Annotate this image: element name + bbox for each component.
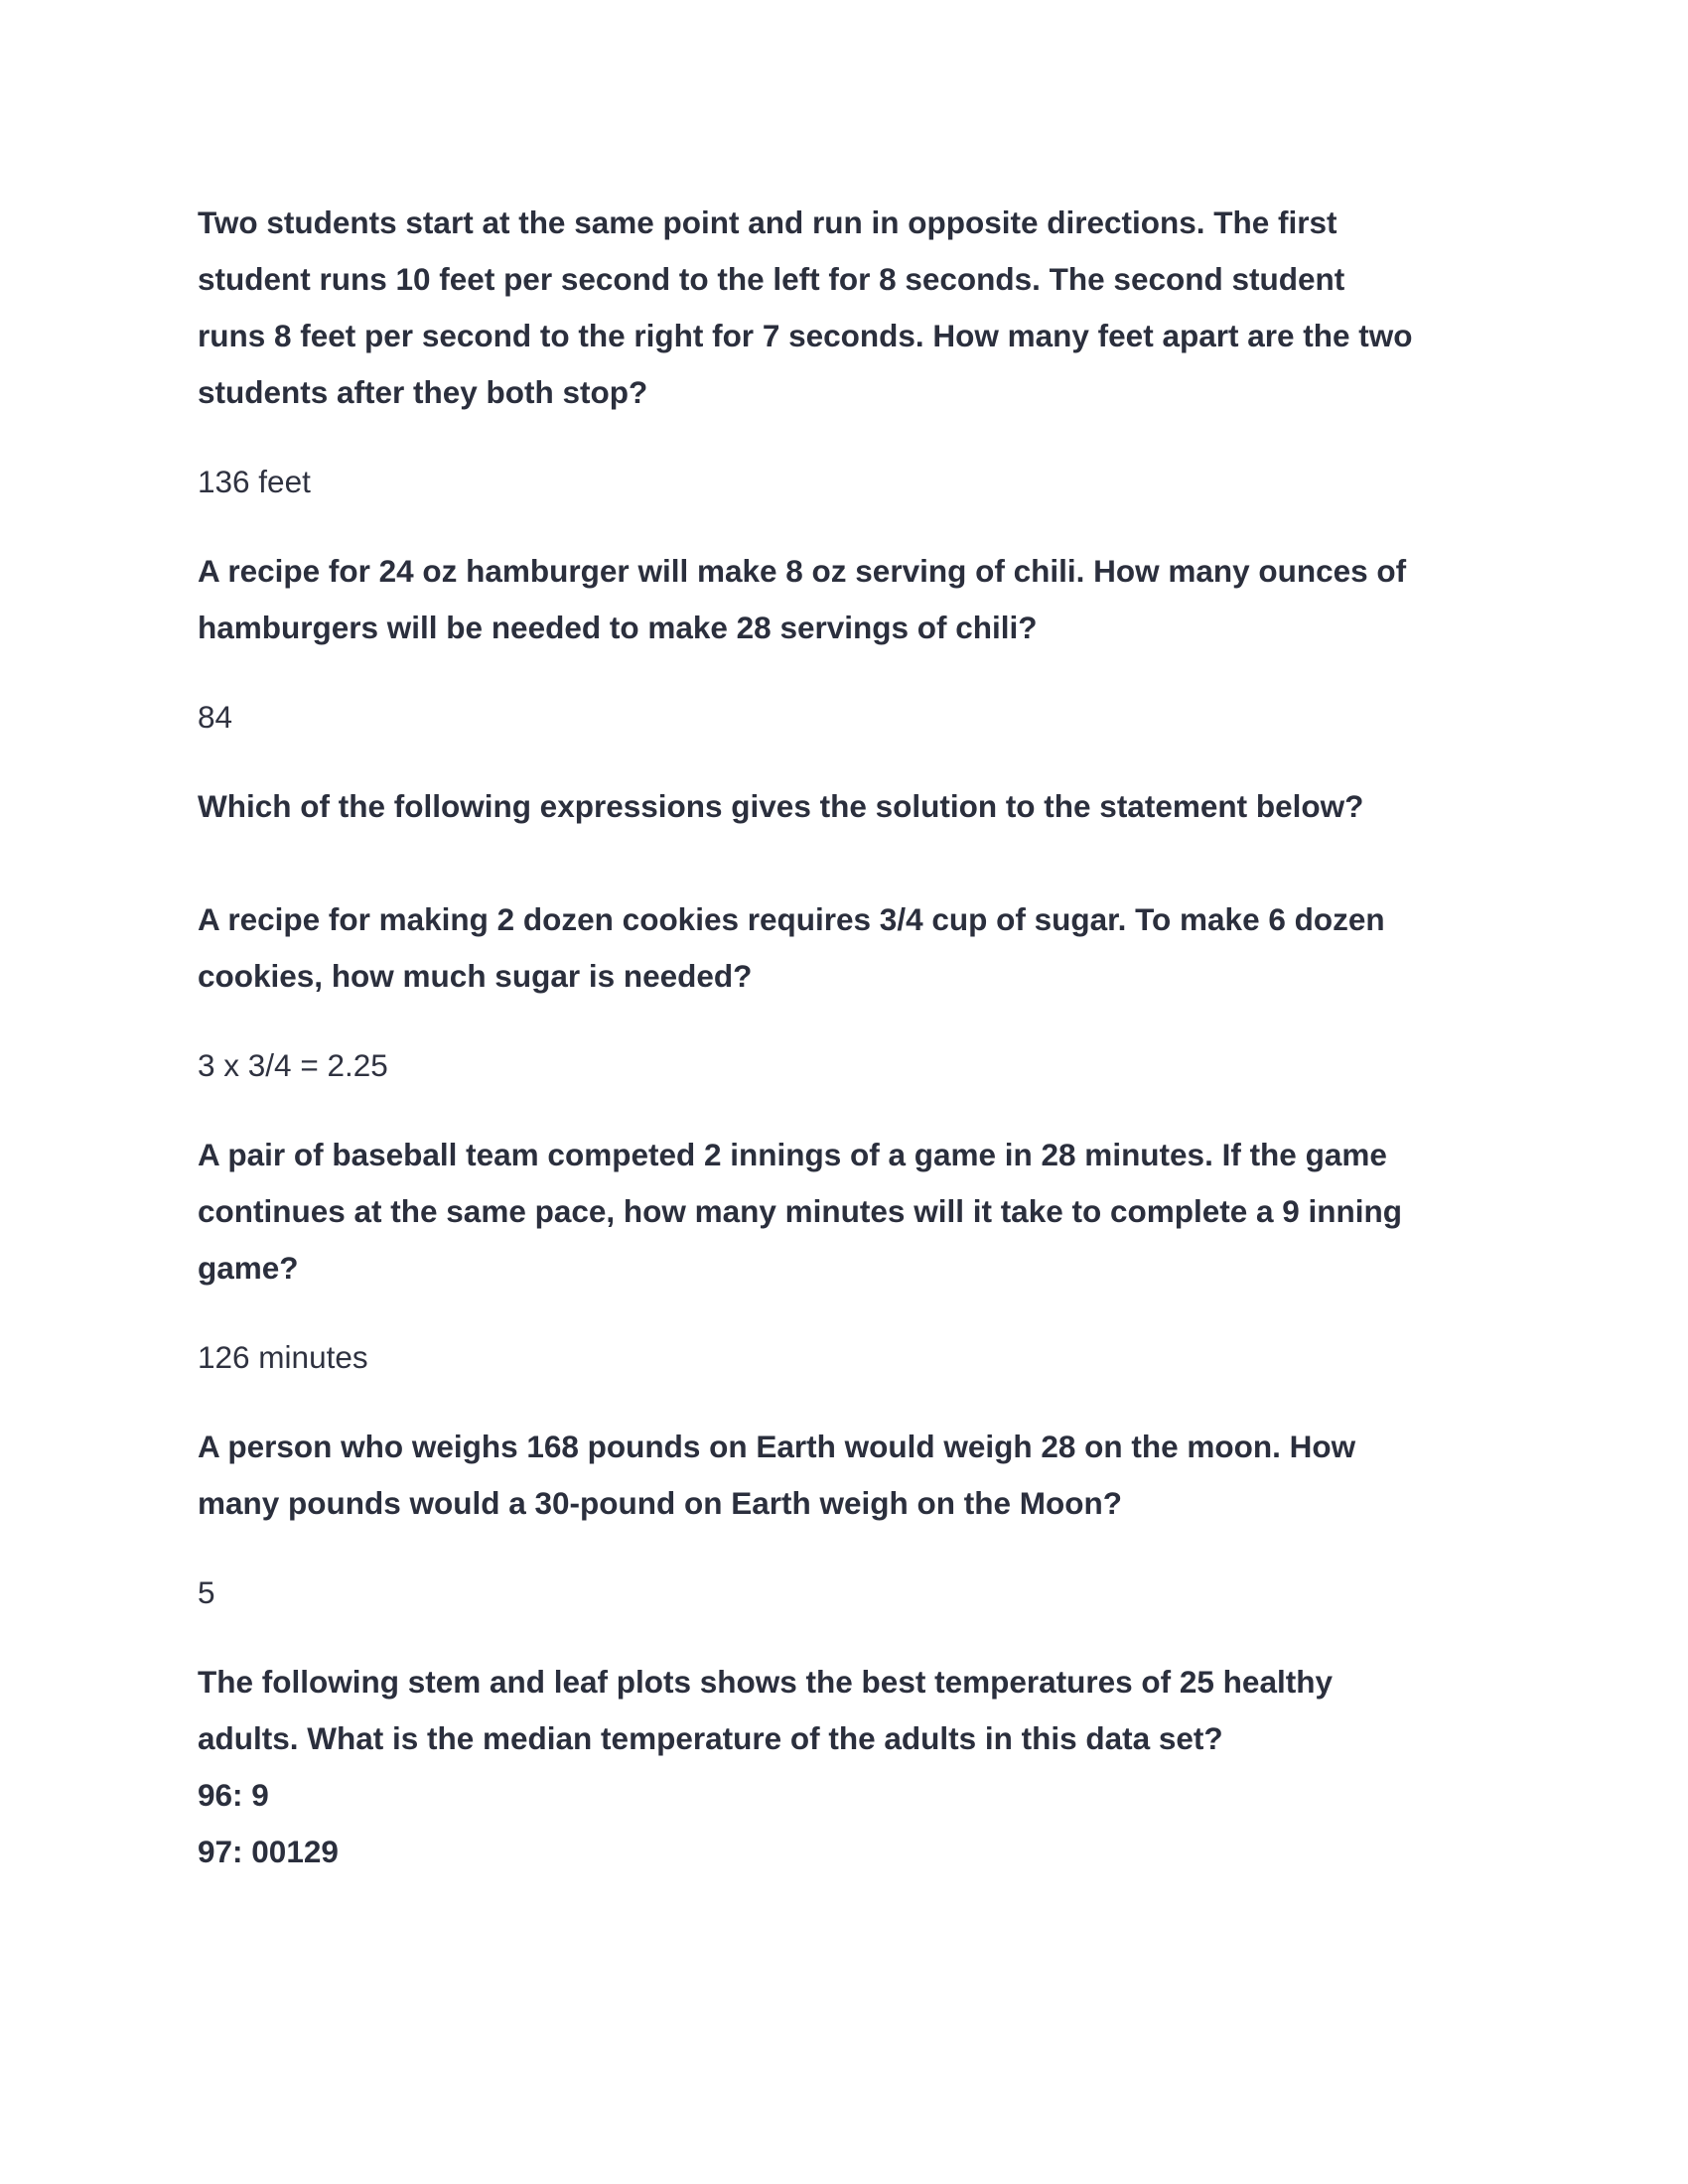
question-line: A recipe for 24 oz hamburger will make 8 oz serving of chili. How many ounces of <box>198 553 1407 589</box>
question-text <box>198 543 1498 656</box>
answer-text: 84 <box>198 699 233 735</box>
statement-line: cookies, how much sugar is needed? <box>198 958 753 994</box>
question-text <box>198 195 1498 421</box>
question-line: Two students start at the same point and run in opposite directions. The first <box>198 205 1337 240</box>
question-line: The following stem and leaf plots shows the best temperatures of 25 healthy <box>198 1664 1333 1700</box>
answer-text: 5 <box>198 1574 215 1610</box>
question-line: A pair of baseball team competed 2 innings of a game in 28 minutes. If the game <box>198 1137 1387 1172</box>
question-block <box>198 1127 1498 1419</box>
question-text <box>198 1127 1498 1297</box>
stem-leaf-row: 97: 00129 <box>198 1834 339 1869</box>
question-text <box>198 1654 1498 1880</box>
question-line: student runs 10 feet per second to the left for 8 seconds. The second student <box>198 261 1345 297</box>
question-line: A person who weighs 168 pounds on Earth would weigh 28 on the moon. How <box>198 1429 1356 1464</box>
statement-line: A recipe for making 2 dozen cookies requires 3/4 cup of sugar. To make 6 dozen <box>198 901 1385 937</box>
stem-leaf-row: 96: 9 <box>198 1777 269 1813</box>
question-line: continues at the same pace, how many minutes will it take to complete a 9 inning <box>198 1193 1403 1229</box>
question-text <box>198 1419 1498 1532</box>
question-block <box>198 543 1498 778</box>
question-text <box>198 778 1498 835</box>
question-block <box>198 195 1498 543</box>
document-page <box>198 195 1498 1880</box>
answer-text: 126 minutes <box>198 1339 368 1375</box>
question-line: Which of the following expressions gives the solution to the statement below? <box>198 788 1364 824</box>
answer-text: 3 x 3/4 = 2.25 <box>198 1047 388 1083</box>
answer-text: 136 feet <box>198 464 311 499</box>
question-line: students after they both stop? <box>198 374 648 410</box>
question-block <box>198 1419 1498 1654</box>
question-line: runs 8 feet per second to the right for 7 seconds. How many feet apart are the two <box>198 318 1413 353</box>
question-line: game? <box>198 1250 299 1286</box>
question-block <box>198 778 1498 1127</box>
statement-text <box>198 891 1498 1005</box>
question-line: adults. What is the median temperature of the adults in this data set? <box>198 1720 1223 1756</box>
question-line: many pounds would a 30-pound on Earth weigh on the Moon? <box>198 1485 1122 1521</box>
question-line: hamburgers will be needed to make 28 servings of chili? <box>198 610 1038 645</box>
question-block <box>198 1654 1498 1880</box>
